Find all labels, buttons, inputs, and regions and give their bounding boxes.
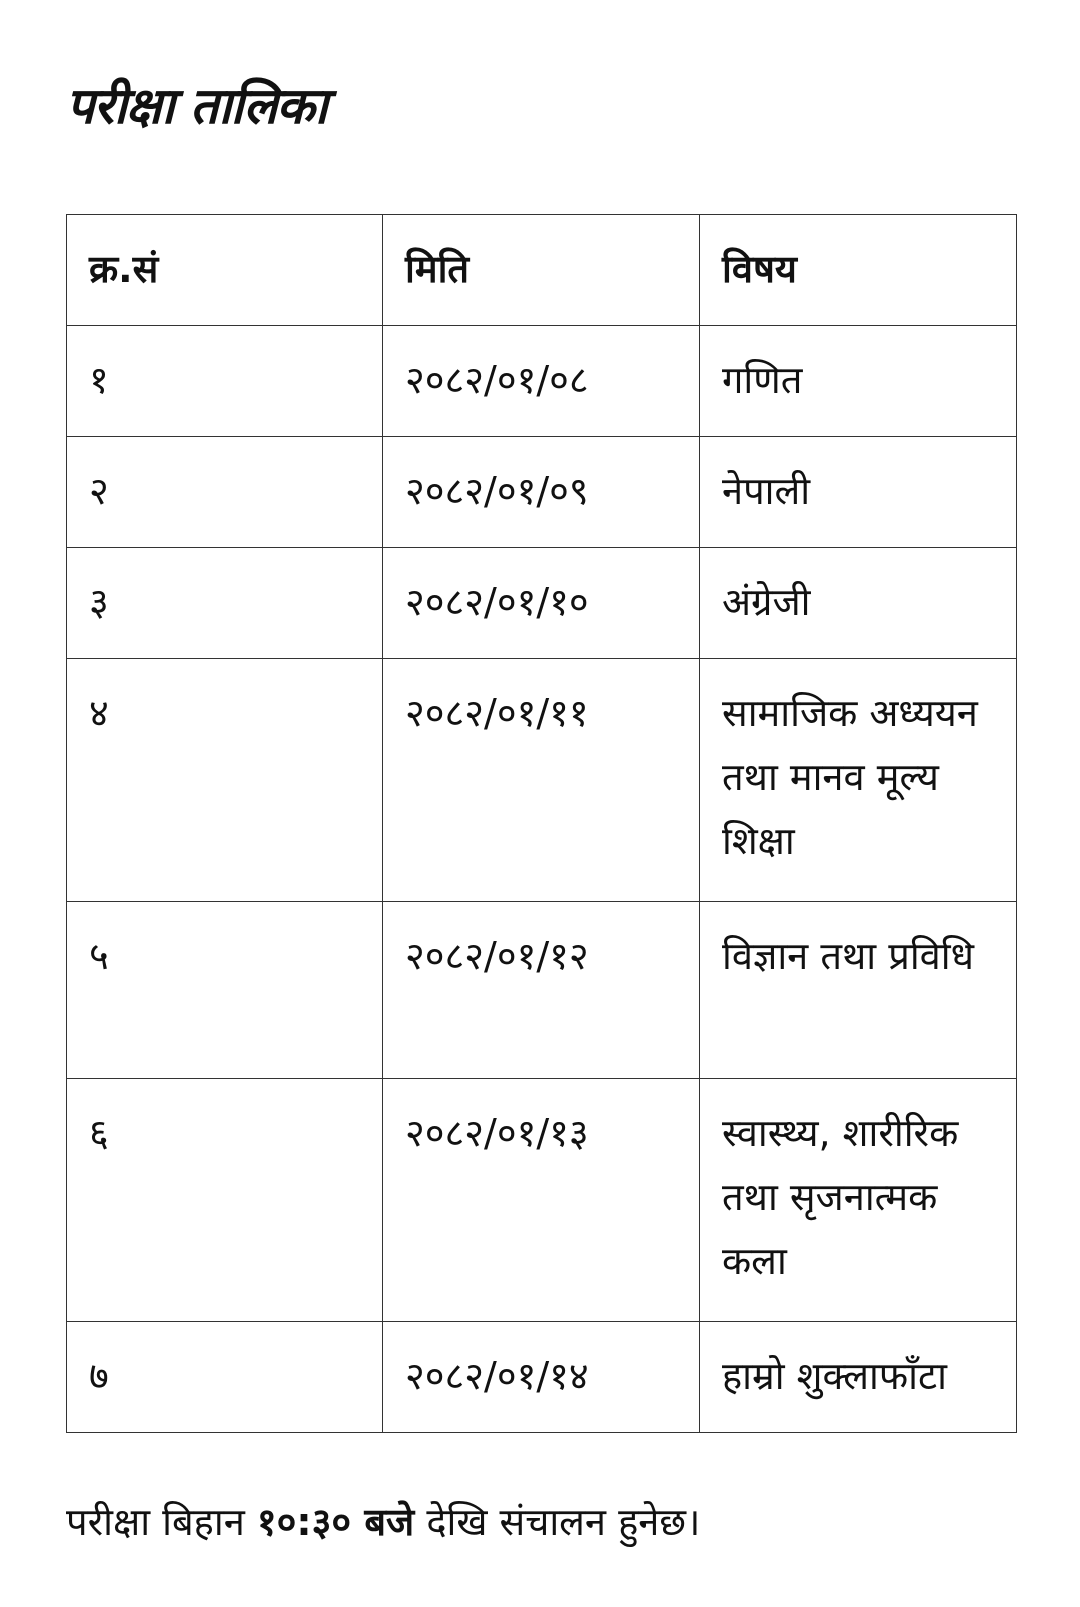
exam-time-note-suffix: देखि संचालन हुनेछ। bbox=[414, 1500, 701, 1544]
exam-start-time: १०:३० बजे bbox=[256, 1500, 415, 1544]
cell-date: २०८२/०१/१३ bbox=[383, 1079, 700, 1322]
table-row bbox=[67, 1079, 1017, 1322]
cell-date: २०८२/०१/१० bbox=[383, 548, 700, 659]
cell-serial: ५ bbox=[67, 902, 383, 1079]
cell-subject: नेपाली bbox=[700, 437, 1017, 548]
cell-date: २०८२/०१/१४ bbox=[383, 1322, 700, 1433]
cell-date: २०८२/०१/१२ bbox=[383, 902, 700, 1079]
table-row bbox=[67, 437, 1017, 548]
cell-subject: स्वास्थ्य, शारीरिक तथा सृजनात्मक कला bbox=[700, 1079, 1017, 1322]
cell-serial: १ bbox=[67, 326, 383, 437]
cell-date: २०८२/०१/११ bbox=[383, 659, 700, 902]
cell-date: २०८२/०१/०८ bbox=[383, 326, 700, 437]
exam-schedule-table bbox=[66, 214, 1017, 1433]
cell-serial: २ bbox=[67, 437, 383, 548]
exam-time-note bbox=[66, 1490, 700, 1554]
column-header-serial: क्र.सं bbox=[67, 215, 383, 326]
table-row bbox=[67, 659, 1017, 902]
table-row bbox=[67, 1322, 1017, 1433]
cell-subject: अंग्रेजी bbox=[700, 548, 1017, 659]
table-row bbox=[67, 902, 1017, 1079]
table-row bbox=[67, 326, 1017, 437]
cell-date: २०८२/०१/०९ bbox=[383, 437, 700, 548]
cell-subject: विज्ञान तथा प्रविधि bbox=[700, 902, 1017, 1079]
cell-serial: ७ bbox=[67, 1322, 383, 1433]
table-header-row bbox=[67, 215, 1017, 326]
column-header-date: मिति bbox=[383, 215, 700, 326]
cell-serial: ६ bbox=[67, 1079, 383, 1322]
table-row bbox=[67, 548, 1017, 659]
cell-serial: ४ bbox=[67, 659, 383, 902]
cell-subject: हाम्रो शुक्लाफाँटा bbox=[700, 1322, 1017, 1433]
cell-subject: सामाजिक अध्ययन तथा मानव मूल्य शिक्षा bbox=[700, 659, 1017, 902]
cell-serial: ३ bbox=[67, 548, 383, 659]
page-title: परीक्षा तालिका bbox=[66, 77, 327, 135]
exam-time-note-prefix: परीक्षा बिहान bbox=[66, 1500, 257, 1544]
cell-subject: गणित bbox=[700, 326, 1017, 437]
column-header-subject: विषय bbox=[700, 215, 1017, 326]
